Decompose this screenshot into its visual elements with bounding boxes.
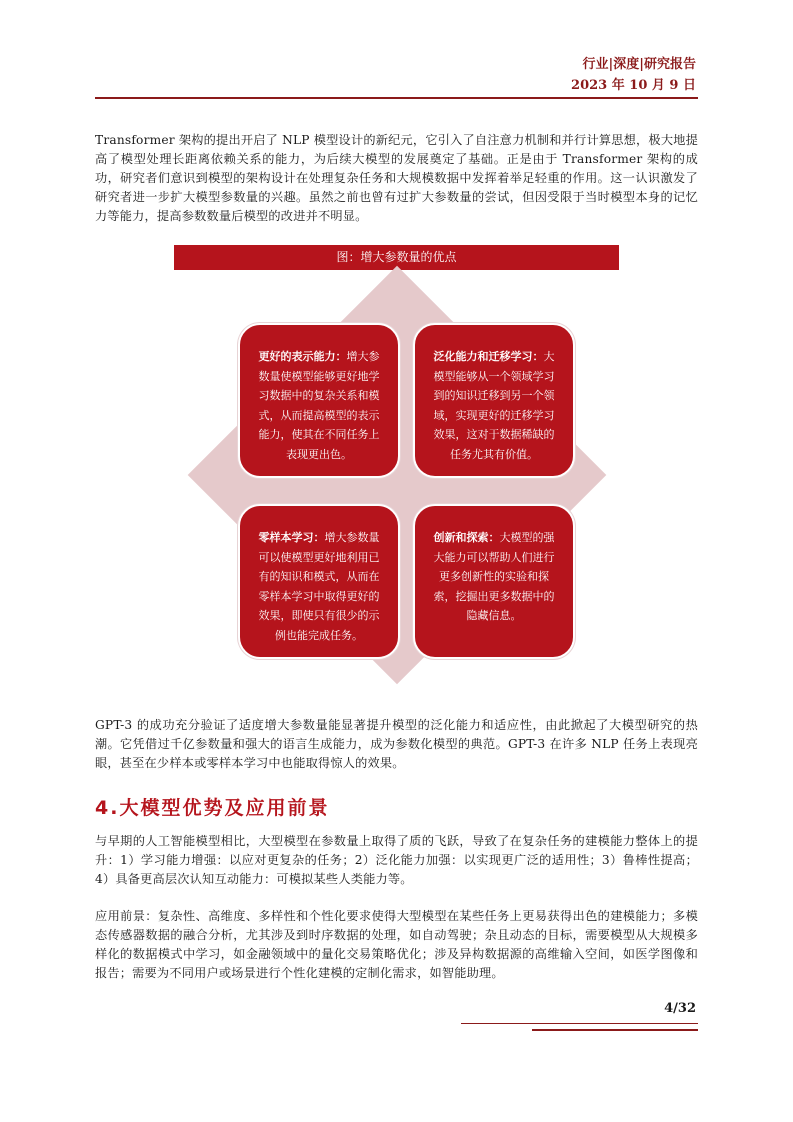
header-divider (95, 97, 698, 99)
advantage-card-generalization (413, 323, 575, 478)
advantage-card-innovation (413, 504, 575, 659)
advantage-card-representation (238, 323, 400, 478)
report-type-label: 行业|深度|研究报告 (582, 57, 696, 72)
advantages-paragraph: 与早期的人工智能模型相比，大型模型在参数量上取得了质的飞跃，导致了在复杂任务的建模能力整体上的提升：1）学习能力增强：以应对更复杂的任务；2）泛化能力加强：以实现更广泛的适用性；3）鲁棒性提高；4）具备更高层次认知互动能力：可模拟某些人类能力等。 (95, 834, 698, 886)
card-body: 大模型能够从一个领域学习到的知识迁移到另一个领域，实现更好的迁移学习效果，这对于数据稀缺的任务尤其有价值。 (433, 350, 555, 461)
intro-paragraph: Transformer 架构的提出开启了 NLP 模型设计的新纪元，它引入了自注意力机制和并行计算思想，极大地提高了模型处理长距离依赖关系的能力，为后续大模型的发展奠定了基础。正是由于 Transformer 架构的成功，研究者们意识到模型的架构设计在处理复杂任务和大规模数据中发挥着举足轻重的作用。这一认识激发了研究者进一步扩大模型参数量的兴趣。虽然之前也曾有过扩大参数量的尝试，但因受限于当时模型本身的记忆力等能力，提高参数数量后模型的改进并不明显。 (95, 133, 698, 223)
report-date: 2023 年 10 月 9 日 (571, 78, 696, 93)
card-heading: 零样本学习： (258, 531, 325, 544)
card-body: 增大参数量可以使模型更好地利用已有的知识和模式，从而在零样本学习中取得更好的效果，即使只有很少的示例也能完成任务。 (258, 531, 380, 642)
section-heading: 4.大模型优势及应用前景 (95, 797, 330, 819)
card-heading: 更好的表示能力： (258, 350, 347, 363)
applications-paragraph: 应用前景：复杂性、高维度、多样性和个性化要求使得大型模型在某些任务上更易获得出色的建模能力；多模态传感器数据的融合分析，尤其涉及到时序数据的处理，如自动驾驶；杂且动态的目标，需要模型从大规模多样化的数据模式中学习，如金融领域中的量化交易策略优化；涉及异构数据源的高维输入空间，如医学图像和报告；需要为不同用户或场景进行个性化建模的定制化需求，如智能助理。 (95, 909, 698, 980)
advantage-card-zero-shot (238, 504, 400, 659)
figure-title: 图：增大参数量的优点 (174, 245, 619, 270)
footer-divider-thick (532, 1029, 698, 1031)
card-body: 大模型的强大能力可以帮助人们进行更多创新性的实验和探索，挖掘出更多数据中的隐藏信息。 (433, 531, 555, 622)
card-heading: 创新和探索： (433, 531, 500, 544)
page-number: 4/32 (664, 1001, 696, 1016)
gpt3-paragraph: GPT-3 的成功充分验证了适度增大参数量能显著提升模型的泛化能力和适应性，由此掀起了大模型研究的热潮。它凭借过千亿参数量和强大的语言生成能力，成为参数化模型的典范。GPT-3 在许多 NLP 任务上表现亮眼，甚至在少样本或零样本学习中也能取得惊人的效果。 (95, 718, 698, 770)
card-body: 增大参数量使模型能够更好地学习数据中的复杂关系和模式，从而提高模型的表示能力，使其在不同任务上表现更出色。 (258, 350, 380, 461)
card-heading: 泛化能力和迁移学习： (433, 350, 544, 363)
footer-divider-thin (461, 1023, 698, 1024)
